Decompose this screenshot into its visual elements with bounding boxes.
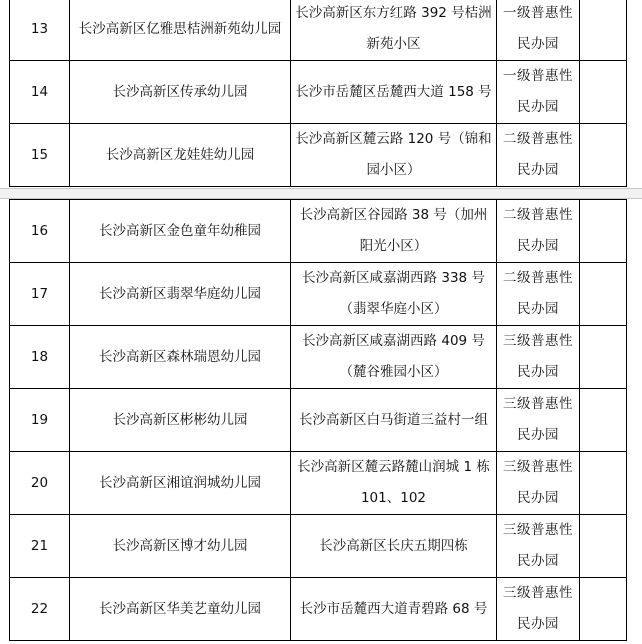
- address-cell: 长沙高新区咸嘉湖西路 409 号（麓谷雅园小区）: [291, 326, 497, 389]
- type-cell: 三级普惠性民办园: [497, 389, 580, 452]
- address-cell: 长沙高新区咸嘉湖西路 338 号（翡翠华庭小区）: [291, 263, 497, 326]
- table-row: [10, 200, 627, 263]
- type-cell: 一级普惠性民办园: [497, 0, 580, 61]
- row-number-cell: 15: [10, 124, 70, 187]
- type-cell: 二级普惠性民办园: [497, 263, 580, 326]
- row-number-cell: 22: [10, 578, 70, 641]
- type-cell: 三级普惠性民办园: [497, 578, 580, 641]
- table-row: [10, 0, 627, 61]
- kindergarten-table-top: [9, 0, 627, 187]
- type-cell: 二级普惠性民办园: [497, 200, 580, 263]
- address-cell: 长沙高新区白马街道三益村一组: [291, 389, 497, 452]
- extra-cell: [580, 389, 627, 452]
- table-row: [10, 389, 627, 452]
- table-row: [10, 263, 627, 326]
- table-row: [10, 515, 627, 578]
- address-cell: 长沙市岳麓西大道青碧路 68 号: [291, 578, 497, 641]
- address-cell: 长沙高新区东方红路 392 号桔洲新苑小区: [291, 0, 497, 61]
- kindergarten-name-cell: 长沙高新区传承幼儿园: [70, 61, 291, 124]
- table-row: [10, 452, 627, 515]
- kindergarten-name-cell: 长沙高新区龙娃娃幼儿园: [70, 124, 291, 187]
- table-row: [10, 326, 627, 389]
- kindergarten-name-cell: 长沙高新区博才幼儿园: [70, 515, 291, 578]
- page-break-divider: [0, 188, 642, 199]
- table-row: [10, 578, 627, 641]
- row-number-cell: 19: [10, 389, 70, 452]
- extra-cell: [580, 515, 627, 578]
- extra-cell: [580, 200, 627, 263]
- table-row: [10, 124, 627, 187]
- row-number-cell: 21: [10, 515, 70, 578]
- type-cell: 三级普惠性民办园: [497, 515, 580, 578]
- kindergarten-name-cell: 长沙高新区金色童年幼稚园: [70, 200, 291, 263]
- address-cell: 长沙高新区谷园路 38 号（加州阳光小区）: [291, 200, 497, 263]
- type-cell: 二级普惠性民办园: [497, 124, 580, 187]
- kindergarten-name-cell: 长沙高新区森林瑞恩幼儿园: [70, 326, 291, 389]
- row-number-cell: 14: [10, 61, 70, 124]
- type-cell: 三级普惠性民办园: [497, 326, 580, 389]
- document-page-top: [0, 0, 642, 188]
- type-cell: 一级普惠性民办园: [497, 61, 580, 124]
- kindergarten-table-bottom: [9, 199, 627, 641]
- extra-cell: [580, 578, 627, 641]
- address-cell: 长沙高新区长庆五期四栋: [291, 515, 497, 578]
- kindergarten-name-cell: 长沙高新区湘谊润城幼儿园: [70, 452, 291, 515]
- extra-cell: [580, 61, 627, 124]
- kindergarten-name-cell: 长沙高新区华美艺童幼儿园: [70, 578, 291, 641]
- document-page-bottom: [0, 199, 642, 644]
- row-number-cell: 13: [10, 0, 70, 61]
- extra-cell: [580, 326, 627, 389]
- row-number-cell: 18: [10, 326, 70, 389]
- address-cell: 长沙市岳麓区岳麓西大道 158 号: [291, 61, 497, 124]
- extra-cell: [580, 263, 627, 326]
- address-cell: 长沙高新区麓云路麓山润城 1 栋 101、102: [291, 452, 497, 515]
- kindergarten-name-cell: 长沙高新区彬彬幼儿园: [70, 389, 291, 452]
- extra-cell: [580, 452, 627, 515]
- extra-cell: [580, 0, 627, 61]
- extra-cell: [580, 124, 627, 187]
- row-number-cell: 17: [10, 263, 70, 326]
- table-row: [10, 61, 627, 124]
- kindergarten-name-cell: 长沙高新区翡翠华庭幼儿园: [70, 263, 291, 326]
- type-cell: 三级普惠性民办园: [497, 452, 580, 515]
- address-cell: 长沙高新区麓云路 120 号（锦和园小区）: [291, 124, 497, 187]
- kindergarten-name-cell: 长沙高新区亿雅思桔洲新苑幼儿园: [70, 0, 291, 61]
- row-number-cell: 20: [10, 452, 70, 515]
- row-number-cell: 16: [10, 200, 70, 263]
